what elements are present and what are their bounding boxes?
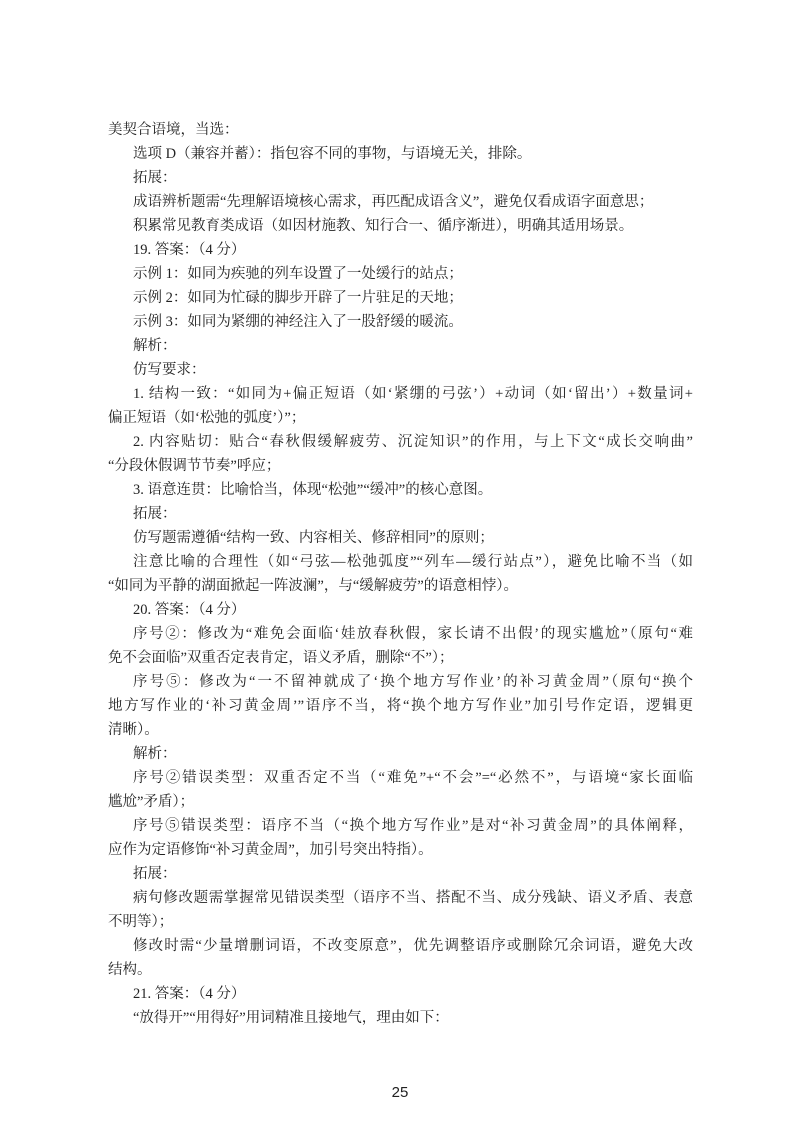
q19-example-1: 示例 1：如同为疾驰的列车设置了一处缓行的站点； xyxy=(133,266,463,282)
q19-extension-label: 拓展： xyxy=(133,506,177,522)
q18-option-d: 选项 D（兼容并蓄）：指包容不同的事物，与语境无关，排除。 xyxy=(133,146,532,162)
q21-answer-heading: 21. 答案：（4 分） xyxy=(133,986,246,1002)
q20-error-type-5-cont: 应作为定语修饰“补习黄金周”，加引号突出特指）。 xyxy=(108,842,433,858)
page-body xyxy=(108,118,693,1030)
q19-example-2: 示例 2：如同为忙碌的脚步开辟了一片驻足的天地； xyxy=(133,290,463,306)
q20-answer-heading: 20. 答案：（4 分） xyxy=(133,602,246,618)
q18-extension-point-2: 积累常见教育类成语（如因材施教、知行合一、循序渐进），明确其适用场景。 xyxy=(133,218,634,234)
q20-extension-point-1-cont: 不明等）； xyxy=(108,914,174,930)
q20-error-type-5: 序号⑤错误类型：语序不当（“换个地方写作业”是对“补习黄金周”的具体阐释， xyxy=(133,818,693,834)
q20-extension-point-1: 病句修改题需掌握常见错误类型（语序不当、搭配不当、成分残缺、语义矛盾、表意 xyxy=(133,890,693,906)
q20-fix-5-cont: 地方写作业的‘补习黄金周’”语序不当，将“换个地方写作业”加引号作定语，逻辑更 xyxy=(108,698,693,714)
q19-requirement-1: 1. 结构一致：“如同为+偏正短语（如‘紧绷的弓弦’）+动词（如‘留出’）+数量词+ xyxy=(133,386,693,402)
q20-error-type-2: 序号②错误类型：双重否定不当（“难免”+“不会”=“必然不”，与语境“家长面临 xyxy=(133,770,693,786)
q19-requirement-2-cont: “分段休假调节节奏”呼应； xyxy=(108,458,281,474)
q19-requirements-label: 仿写要求： xyxy=(133,362,206,378)
q20-fix-2-cont: 免不会面临”双重否定表肯定，语义矛盾，删除“不”）； xyxy=(108,650,454,666)
q20-fix-2: 序号②：修改为“难免会面临‘娃放春秋假，家长请不出假’的现实尴尬”（原句“难 xyxy=(133,626,693,642)
q20-extension-point-2: 修改时需“少量增删词语，不改变原意”，优先调整语序或删除冗余词语，避免大改 xyxy=(133,938,693,954)
q20-fix-5-end: 清晰）。 xyxy=(108,722,159,738)
q18-option-c-tail: 美契合语境，当选： xyxy=(108,122,239,138)
q18-extension-point-1: 成语辨析题需“先理解语境核心需求，再匹配成语含义”，避免仅看成语字面意思； xyxy=(133,194,654,210)
q19-requirement-2: 2. 内容贴切：贴合“春秋假缓解疲劳、沉淀知识”的作用，与上下文“成长交响曲” xyxy=(133,434,693,450)
q19-answer-heading: 19. 答案：（4 分） xyxy=(133,242,246,258)
q19-extension-point-1: 仿写题需遵循“结构一致、内容相关、修辞相同”的原则； xyxy=(133,530,494,546)
page-number: 25 xyxy=(391,1084,409,1101)
q20-error-type-2-cont: 尴尬”矛盾）； xyxy=(108,794,195,810)
q20-analysis-label: 解析： xyxy=(133,746,177,762)
q19-analysis-label: 解析： xyxy=(133,338,177,354)
q20-extension-point-2-cont: 结构。 xyxy=(108,962,152,978)
q21-answer-intro: “放得开”“用得好”用词精准且接地气，理由如下： xyxy=(133,1010,449,1026)
q19-requirement-1-cont: 偏正短语（如‘松弛的弧度’）”； xyxy=(108,410,306,426)
q19-extension-point-2-cont: “如同为平静的湖面掀起一阵波澜”，与“缓解疲劳”的语意相悖）。 xyxy=(108,578,518,594)
q19-requirement-3: 3. 语意连贯：比喻恰当，体现“松弛”“缓冲”的核心意图。 xyxy=(133,482,493,498)
q19-example-3: 示例 3：如同为紧绷的神经注入了一股舒缓的暖流。 xyxy=(133,314,463,330)
q20-fix-5: 序号⑤：修改为“一不留神就成了‘换个地方写作业’的补习黄金周”（原句“换个 xyxy=(133,674,693,690)
q18-extension-label: 拓展： xyxy=(133,170,177,186)
q20-extension-label: 拓展： xyxy=(133,866,177,882)
q19-extension-point-2: 注意比喻的合理性（如“弓弦—松弛弧度”“列车—缓行站点”），避免比喻不当（如 xyxy=(133,554,693,570)
